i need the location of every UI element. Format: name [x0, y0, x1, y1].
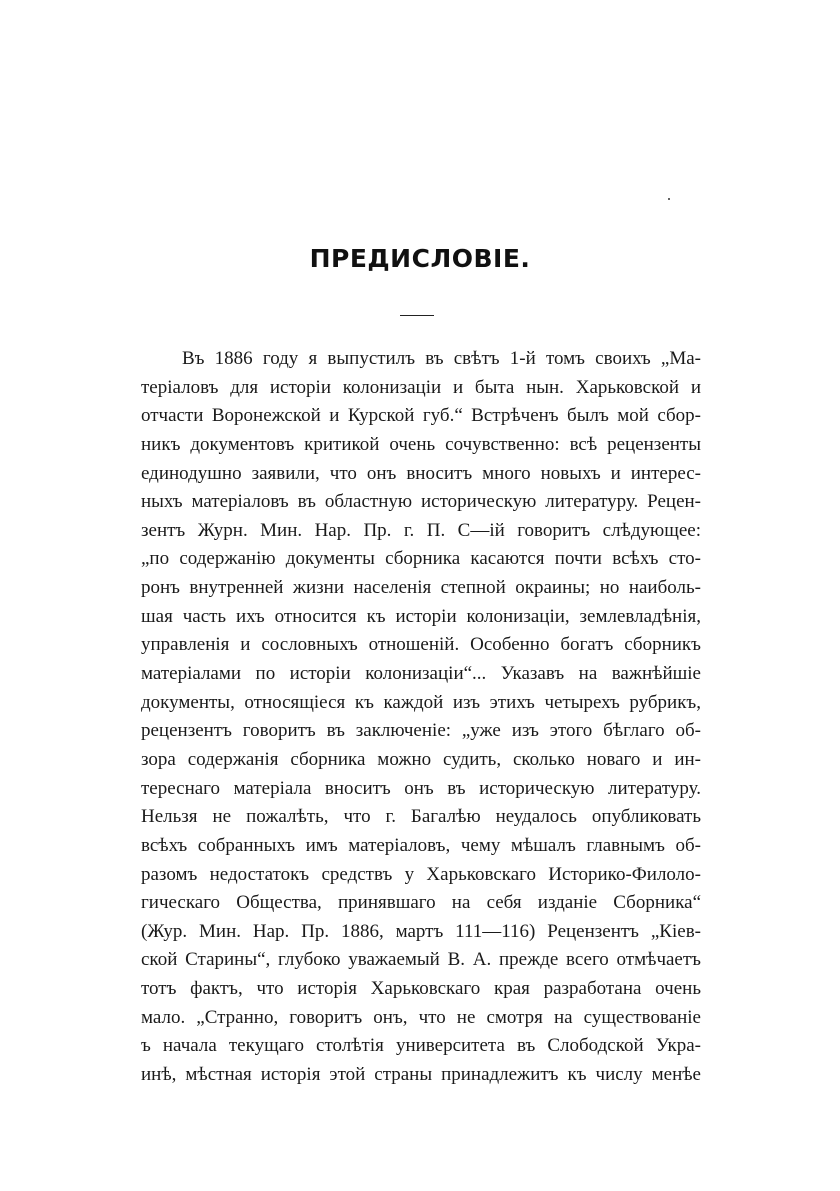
ink-speck — [668, 198, 670, 200]
text-line: ской Старины“, глубоко уважаемый В. А. прежде всего отмѣчаетъ — [141, 949, 701, 971]
text-line: гическаго Общества, принявшаго на себя изданiе Сборника“ — [141, 892, 701, 914]
text-line: никъ документовъ критикой очень сочувственно: всѣ рецензенты — [141, 433, 701, 455]
title-divider — [400, 315, 434, 316]
text-line: ронъ внутренней жизни населенiя степной окраины; но наиболь- — [141, 577, 701, 599]
text-line: зора содержанiя сборника можно судить, сколько новаго и ин- — [141, 748, 701, 770]
text-line: терiаловъ для исторiи колонизацiи и быта нын. Харьковской и — [141, 376, 701, 398]
text-line: управленiя и сословныхъ отношенiй. Особенно богатъ сборникъ — [141, 634, 701, 656]
text-line: зентъ Журн. Мин. Нар. Пр. г. П. С—iй говоритъ слѣдующее: — [141, 519, 701, 541]
text-line: отчасти Воронежской и Курской губ.“ Встрѣченъ былъ мой сбор- — [141, 405, 701, 427]
text-line: Въ 1886 году я выпустилъ въ свѣтъ 1-й томъ своихъ „Ма- — [182, 348, 701, 369]
text-line: (Жур. Мин. Нар. Пр. 1886, мартъ 111—116) Рецензентъ „Кiев- — [141, 920, 701, 942]
text-line: рецензентъ говоритъ въ заключенiе: „уже изъ этого бѣглаго об- — [141, 720, 701, 742]
page-title: ПРЕДИСЛОВIЕ. — [309, 244, 531, 273]
text-line: ъ начала текущаго столѣтiя университета въ Слободской Укра- — [141, 1035, 701, 1057]
text-line: шая часть ихъ относится къ исторiи колонизацiи, землевладѣнiя, — [141, 605, 701, 627]
text-line: тотъ фактъ, что исторiя Харьковскаго края разработана очень — [141, 978, 701, 1000]
text-line: ныхъ матерiаловъ въ областную историческую литературу. Рецен- — [141, 491, 701, 513]
text-line: всѣхъ собранныхъ имъ матерiаловъ, чему мѣшалъ главнымъ об- — [141, 834, 701, 856]
text-line: единодушно заявили, что онъ вноситъ много новыхъ и интерес- — [141, 462, 701, 484]
text-line: матерiалами по исторiи колонизацiи“... Указавъ на важнѣйшiе — [141, 663, 701, 685]
text-line: мало. „Странно, говоритъ онъ, что не смотря на существованiе — [141, 1006, 701, 1028]
text-line: тереснаго матерiала вноситъ онъ въ историческую литературу. — [141, 777, 701, 799]
text-line: инѣ, мѣстная исторiя этой страны принадлежитъ къ числу менѣе — [141, 1064, 701, 1086]
body-text — [141, 345, 701, 1090]
text-line: разомъ недостатокъ средствъ у Харьковскаго Историко-Филоло- — [141, 863, 701, 885]
text-line: Нельзя не пожалѣть, что г. Багалѣю неудалось опубликовать — [141, 806, 701, 828]
text-line: документы, относящiеся къ каждой изъ этихъ четырехъ рубрикъ, — [141, 691, 701, 713]
text-line: „по содержанiю документы сборника касаются почти всѣхъ сто- — [141, 548, 701, 570]
